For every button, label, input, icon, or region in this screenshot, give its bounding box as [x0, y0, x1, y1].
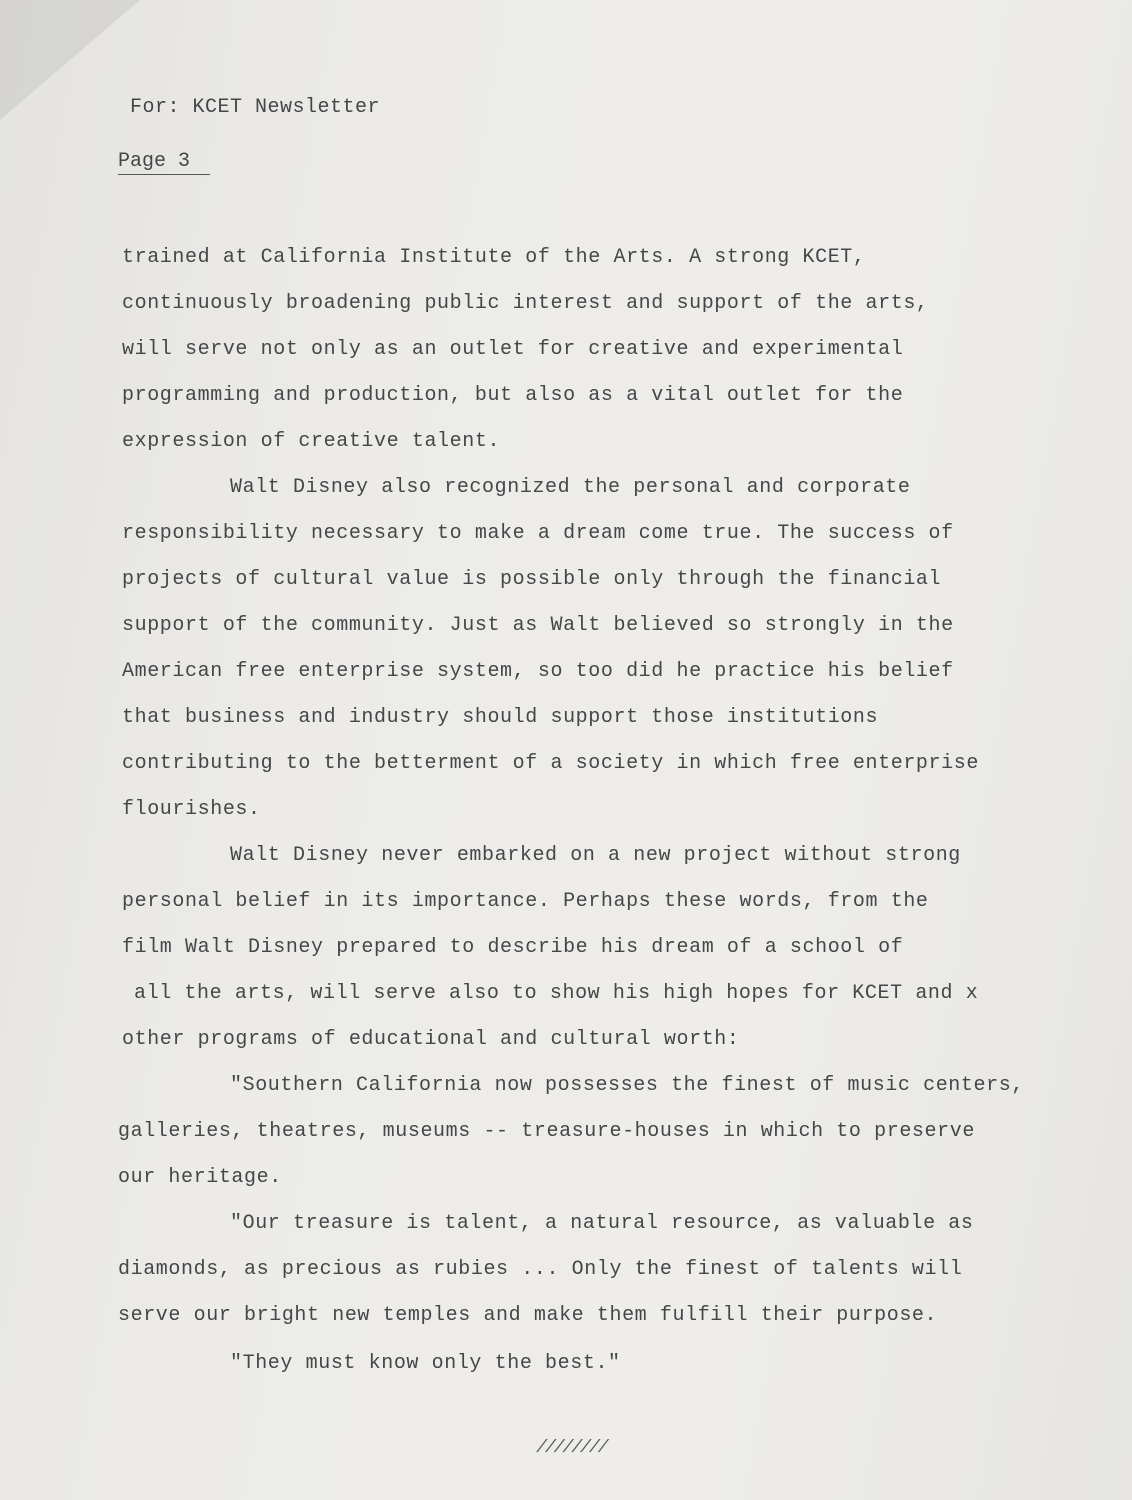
- quote-line: our heritage.: [118, 1166, 282, 1189]
- quote-line: "Southern California now possesses the finest of music centers,: [230, 1074, 1024, 1097]
- body-line: personal belief in its importance. Perhaps these words, from the: [122, 890, 929, 913]
- body-line: that business and industry should support those institutions: [122, 706, 879, 729]
- page-corner-shadow: [0, 0, 140, 120]
- body-line: film Walt Disney prepared to describe his dream of a school of: [122, 936, 904, 959]
- body-line: trained at California Institute of the Arts. A strong KCET,: [122, 246, 866, 269]
- body-line: projects of cultural value is possible only through the financial: [122, 568, 942, 591]
- body-line: expression of creative talent.: [122, 430, 501, 453]
- quote-line: galleries, theatres, museums -- treasure-houses in which to preserve: [118, 1120, 975, 1143]
- body-line: other programs of educational and cultural worth:: [122, 1028, 740, 1051]
- body-line: programming and production, but also as a vital outlet for the: [122, 384, 904, 407]
- body-line: support of the community. Just as Walt believed so strongly in the: [122, 614, 954, 637]
- typed-end-mark: ////////: [533, 1438, 609, 1458]
- body-line: flourishes.: [122, 798, 261, 821]
- body-line: Walt Disney never embarked on a new project without strong: [230, 844, 961, 867]
- body-line: all the arts, will serve also to show his high hopes for KCET and x: [134, 982, 979, 1005]
- quote-line: "Our treasure is talent, a natural resource, as valuable as: [230, 1212, 974, 1235]
- quote-line: "They must know only the best.": [230, 1352, 621, 1375]
- body-line: Walt Disney also recognized the personal and corporate: [230, 476, 911, 499]
- body-line: continuously broadening public interest and support of the arts,: [122, 292, 929, 315]
- body-line: contributing to the betterment of a society in which free enterprise: [122, 752, 979, 775]
- body-line: American free enterprise system, so too did he practice his belief: [122, 660, 954, 683]
- body-line: will serve not only as an outlet for creative and experimental: [122, 338, 904, 361]
- newsletter-header: For: KCET Newsletter: [130, 96, 381, 119]
- quote-line: serve our bright new temples and make them fulfill their purpose.: [118, 1304, 938, 1327]
- quote-line: diamonds, as precious as rubies ... Only the finest of talents will: [118, 1258, 963, 1281]
- page-number: Page 3: [118, 150, 210, 175]
- body-line: responsibility necessary to make a dream come true. The success of: [122, 522, 954, 545]
